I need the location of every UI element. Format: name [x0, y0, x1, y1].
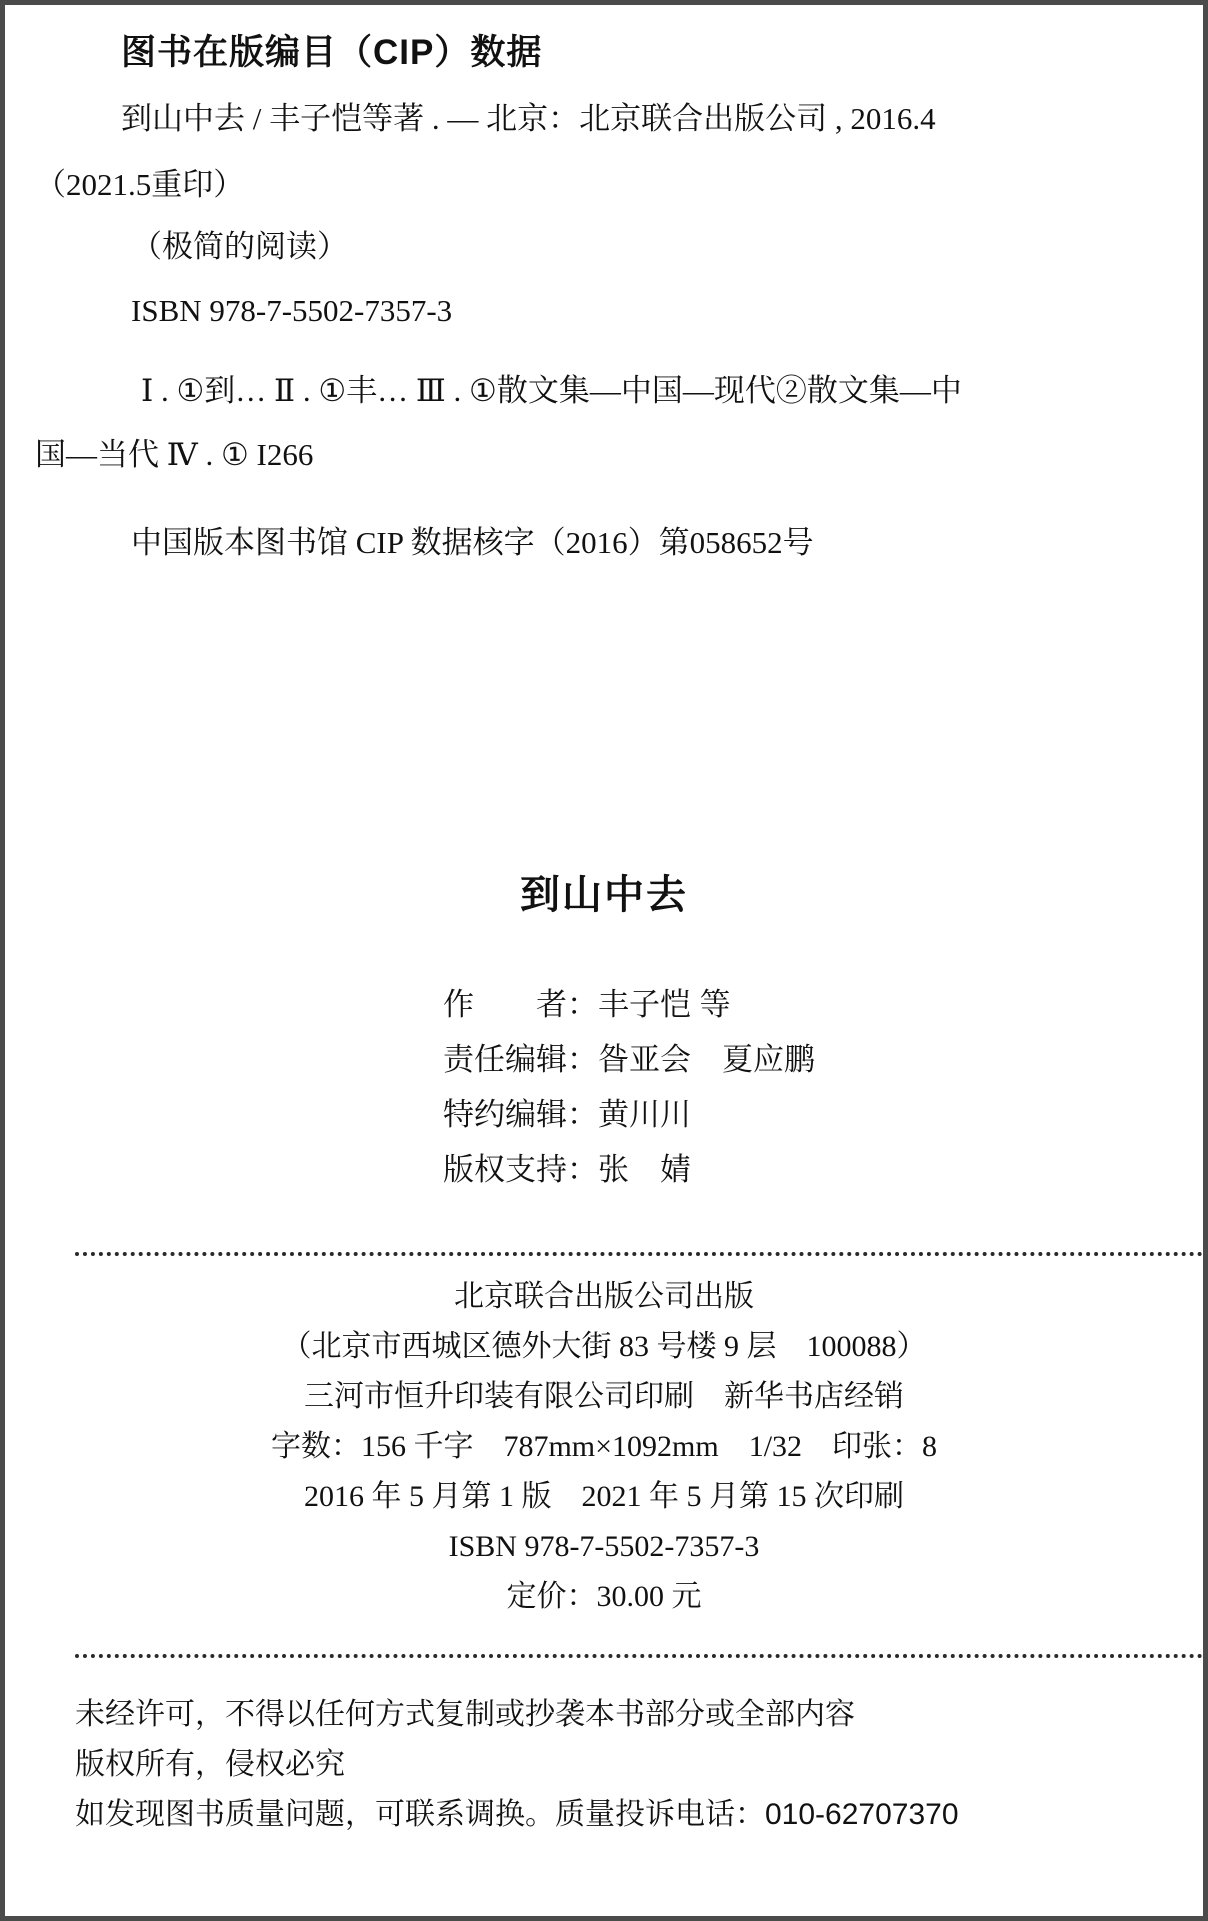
cip-classification-line-1: Ⅰ . ①到… Ⅱ . ①丰… Ⅲ . ①散文集—中国—现代②散文集—中 — [141, 373, 962, 408]
dotted-divider-top — [75, 1252, 1203, 1256]
print-spec-line: 字数：156 千字 787mm×1092mm 1/32 印张：8 — [270, 1430, 938, 1463]
cip-reprint-line: （2021.5重印） — [35, 167, 245, 202]
notice-rights-reserved-line: 版权所有，侵权必究 — [75, 1748, 345, 1781]
price-line: 定价：30.00 元 — [506, 1580, 702, 1613]
cip-series-line: （极简的阅读） — [131, 229, 348, 264]
copyright-notice — [75, 1690, 1203, 1840]
cip-record-line: 到山中去 / 丰子恺等著 . — 北京：北京联合出版公司 , 2016.4 — [121, 101, 936, 136]
staff-copyright-support-row: 版权支持：张 婧 — [443, 1152, 691, 1187]
notice-no-copy-line: 未经许可，不得以任何方式复制或抄袭本书部分或全部内容 — [75, 1698, 855, 1731]
publisher-address-line: （北京市西城区德外大街 83 号楼 9 层 100088） — [281, 1330, 927, 1363]
publishing-info — [5, 1272, 1203, 1622]
cip-classification-line-2: 国—当代 Ⅳ . ① I266 — [35, 437, 314, 472]
staff-credits — [443, 977, 1203, 1197]
staff-responsible-editor-row: 责任编辑：昝亚会 夏应鹏 — [443, 1042, 815, 1077]
staff-author-row: 作 者：丰子恺 等 — [443, 987, 731, 1022]
book-title: 到山中去 — [520, 873, 688, 917]
printer-distributor-line: 三河市恒升印装有限公司印刷 新华书店经销 — [304, 1380, 904, 1413]
cip-record-number-line: 中国版本图书馆 CIP 数据核字（2016）第058652号 — [131, 525, 814, 560]
dotted-divider-bottom — [75, 1654, 1203, 1658]
edition-printing-line: 2016 年 5 月第 1 版 2021 年 5 月第 15 次印刷 — [304, 1480, 904, 1513]
staff-special-editor-row: 特约编辑：黄川川 — [443, 1097, 691, 1132]
cip-heading: 图书在版编目（CIP）数据 — [121, 33, 543, 72]
notice-quality-hotline-line: 如发现图书质量问题，可联系调换。质量投诉电话：010-62707370 — [75, 1798, 959, 1831]
publisher-line: 北京联合出版公司出版 — [454, 1280, 754, 1313]
cip-isbn-line: ISBN 978-7-5502-7357-3 — [131, 293, 453, 328]
isbn-line: ISBN 978-7-5502-7357-3 — [448, 1530, 760, 1563]
